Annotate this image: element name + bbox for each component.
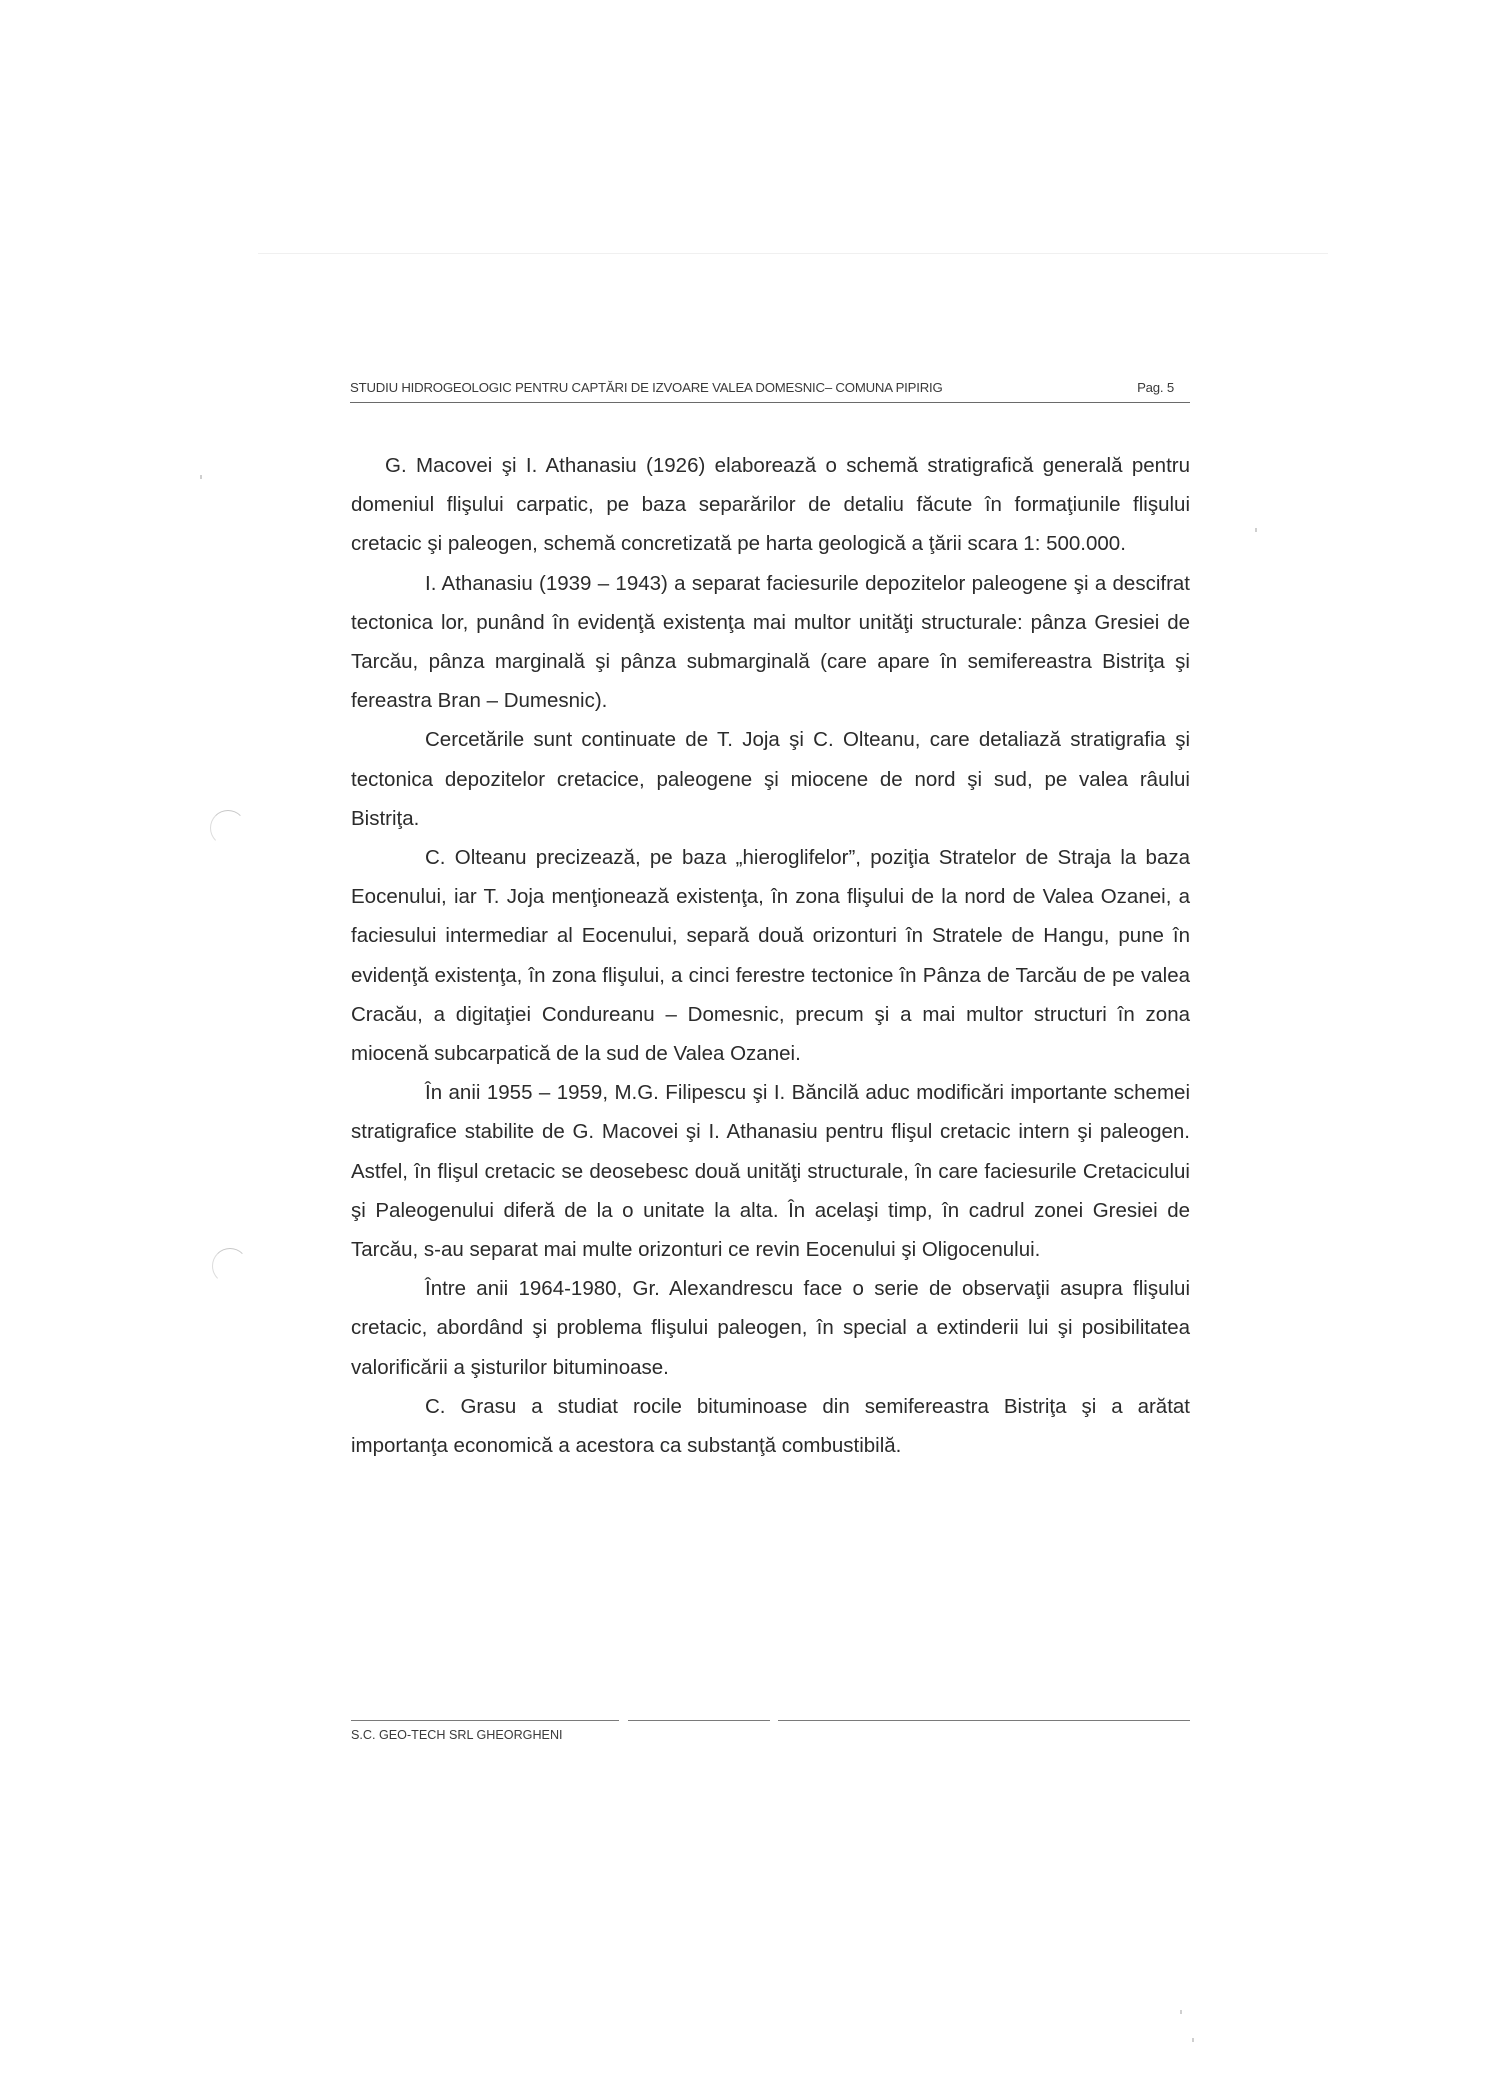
scan-speck [1255,528,1257,532]
scan-speck [1180,2010,1182,2014]
paragraph-1: G. Macovei şi I. Athanasiu (1926) elaborează o schemă stratigrafică generală pentru domeniul flişului carpatic, pe baza separărilor de detaliu făcute în formaţiunile flişului cretacic şi paleogen, schemă concretizată pe harta geologică a ţării scara 1: 500.000. [351,454,1190,556]
paragraph-3: Cercetările sunt continuate de T. Joja şi C. Olteanu, care detaliază stratigrafia şi tectonica depozitelor cretacice, paleogene şi miocene de nord şi sud, pe valea râului Bistriţa. [351,728,1190,830]
paragraph-4: C. Olteanu precizează, pe baza „hieroglifelor”, poziţia Stratelor de Straja la baza Eocenului, iar T. Joja menţionează existenţa, în zona flişului de la nord de Valea Ozanei, a faciesului intermediar al Eocenului, separă două orizonturi în Stratele de Hangu, pune în evidenţă existenţa, în zona flişului, a cinci ferestre tectonice în Pânza de Tarcău de pe valea Cracău, a digitaţiei Condureanu – Domesnic, precum şi a mai multor structuri în zona miocenă subcarpatică de la sud de Valea Ozanei. [351,846,1190,1066]
punch-hole-mark [212,1248,248,1284]
page-footer: S.C. GEO-TECH SRL GHEORGHENI [351,1728,563,1742]
punch-hole-mark [210,810,246,846]
scan-edge-line [258,253,1328,254]
paragraph-6: Între anii 1964-1980, Gr. Alexandrescu face o serie de observaţii asupra flişului cretacic, abordând şi problema flişului paleogen, în special a extinderii lui şi posibilitatea valorificării a şisturilor bituminoase. [351,1277,1190,1379]
paragraph-5: În anii 1955 – 1959, M.G. Filipescu şi I. Băncilă aduc modificări importante schemei stratigrafice stabilite de G. Macovei şi I. Athanasiu pentru flişul cretacic intern şi paleogen. Astfel, în flişul cretacic se deosebesc două unităţi structurale, în care faciesurile Cretacicului şi Paleogenului diferă de la o unitate la alta. În acelaşi timp, în cadrul zonei Gresiei de Tarcău, s-au separat mai multe orizonturi ce revin Eocenului şi Oligocenului. [351,1081,1190,1262]
footer-rule-1 [351,1720,619,1721]
scan-speck [1192,2038,1194,2042]
paragraph-2: I. Athanasiu (1939 – 1943) a separat faciesurile depozitelor paleogene şi a descifrat tectonica lor, punând în evidenţă existenţa mai multor unităţi structurale: pânza Gresiei de Tarcău, pânza marginală şi pânza submarginală (care apare în semifereastra Bistriţa şi fereastra Bran – Dumesnic). [351,571,1190,713]
scan-speck [200,475,202,479]
footer-rule-3 [778,1720,1190,1721]
header-title: STUDIU HIDROGEOLOGIC PENTRU CAPTĂRI DE IZVOARE VALEA DOMESNIC– COMUNA PIPIRIG [350,380,943,395]
page-number: Pag. 5 [1137,380,1174,395]
paragraph-7: C. Grasu a studiat rocile bituminoase din semifereastra Bistriţa şi a arătat importanţa economică a acestora ca substanţă combustibilă. [351,1394,1190,1458]
footer-rule-2 [628,1720,770,1721]
page-header [350,380,1190,403]
body-text [351,446,1190,1465]
